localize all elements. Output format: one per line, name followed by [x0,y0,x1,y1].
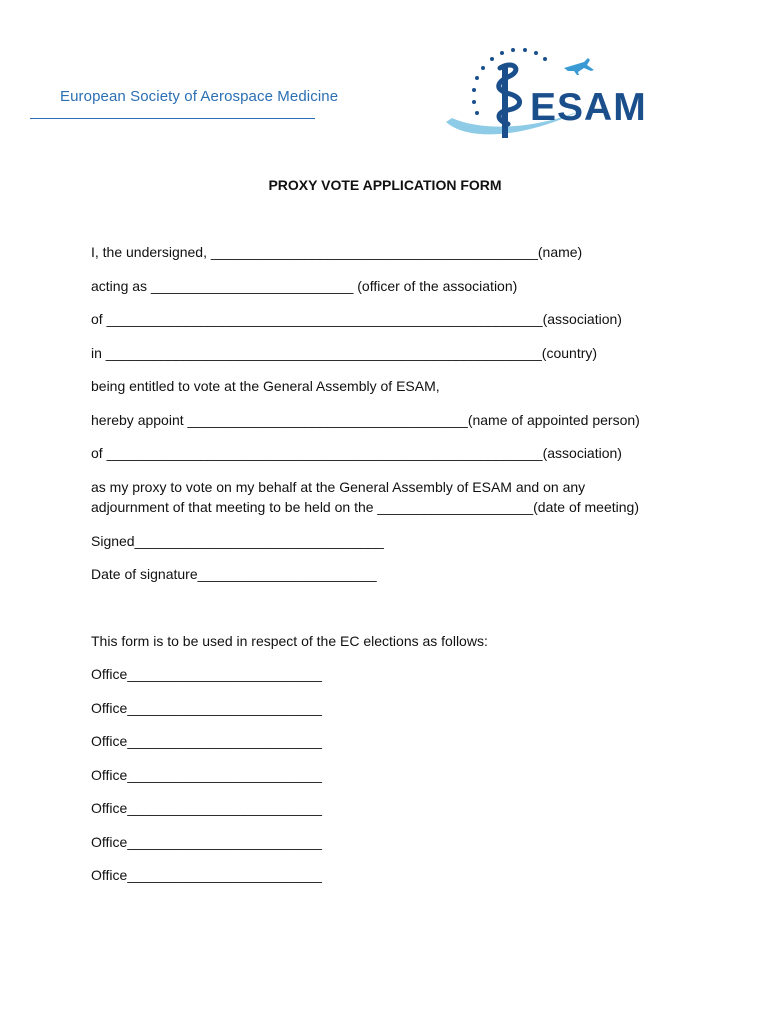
office-line[interactable]: Office_________________________ [91,700,322,716]
airplane-icon [564,58,594,75]
acting-as-line[interactable]: acting as __________________________ (officer of the association) [91,278,518,294]
logo-wordmark: ESAM [530,86,647,129]
entitlement-statement: being entitled to vote at the General Assembly of ESAM, [91,378,440,394]
association-line[interactable]: of ________________________________________________________(association) [91,311,622,327]
office-line[interactable]: Office_________________________ [91,834,322,850]
office-line[interactable]: Office_________________________ [91,733,322,749]
meeting-date-line[interactable]: adjournment of that meeting to be held on the ____________________(date of meeting) [91,499,639,515]
appointed-association-line[interactable]: of ________________________________________________________(association) [91,445,622,461]
office-line[interactable]: Office_________________________ [91,800,322,816]
header-divider [30,118,315,119]
office-line[interactable]: Office_________________________ [91,867,322,883]
form-title: PROXY VOTE APPLICATION FORM [268,177,502,193]
signature-date-line[interactable]: Date of signature_______________________ [91,566,377,582]
office-line[interactable]: Office_________________________ [91,666,322,682]
office-line[interactable]: Office_________________________ [91,767,322,783]
country-line[interactable]: in ________________________________________________________(country) [91,345,598,361]
ec-elections-intro: This form is to be used in respect of the EC elections as follows: [91,633,488,649]
undersigned-name-line[interactable]: I, the undersigned, __________________________________________(name) [91,244,583,260]
appointed-person-line[interactable]: hereby appoint ____________________________________(name of appointed person) [91,412,640,428]
proxy-statement: as my proxy to vote on my behalf at the General Assembly of ESAM and on any [91,479,586,495]
signature-line[interactable]: Signed________________________________ [91,533,384,549]
organization-name: European Society of Aerospace Medicine [60,88,339,105]
